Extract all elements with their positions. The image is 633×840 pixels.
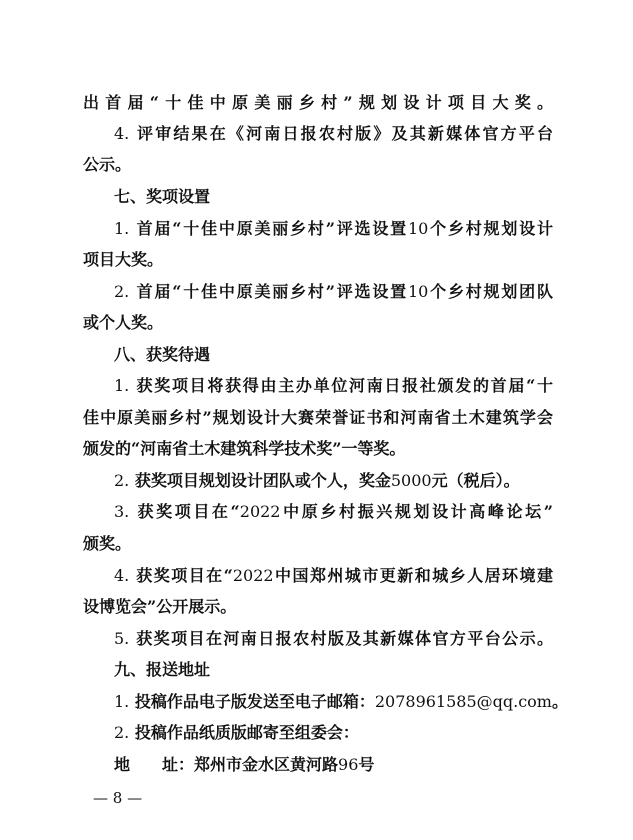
page-number: — 8 — — [93, 789, 143, 807]
section-heading: 九、报送地址 — [114, 660, 211, 679]
text-line: 颁发的“河南省土木建筑科学技术奖”一等奖。 — [83, 439, 406, 458]
text-line: 3. 获奖项目在“2022中原乡村振兴规划设计高峰论坛” — [114, 502, 553, 521]
text-line: 4. 获奖项目在“2022中国郑州城市更新和城乡人居环境建 — [114, 566, 553, 585]
text-line: 地 址：郑州市金水区黄河路96号 — [114, 755, 375, 774]
text-line: 2. 获奖项目规划设计团队或个人，奖金5000元（税后）。 — [114, 471, 520, 490]
text-line: 或个人奖。 — [83, 313, 164, 332]
section-heading: 七、奖项设置 — [114, 187, 211, 206]
text-line: 出首届“十佳中原美丽乡村”规划设计项目大奖。 — [83, 93, 553, 112]
text-line: 公示。 — [83, 155, 132, 174]
text-line: 项目大奖。 — [83, 250, 164, 269]
text-line: 设博览会”公开展示。 — [83, 597, 237, 616]
text-line: 1. 获奖项目将获得由主办单位河南日报社颁发的首届“十 — [114, 376, 553, 395]
text-line: 5. 获奖项目在河南日报农村版及其新媒体官方平台公示。 — [114, 629, 553, 648]
text-line: 佳中原美丽乡村”规划设计大赛荣誉证书和河南省土木建筑学会 — [83, 408, 553, 427]
text-line: 1. 投稿作品电子版发送至电子邮箱：2078961585@qq.com。 — [114, 692, 568, 711]
text-line: 2. 首届“十佳中原美丽乡村”评选设置10个乡村规划团队 — [114, 282, 553, 301]
text-line: 1. 首届“十佳中原美丽乡村”评选设置10个乡村规划设计 — [114, 219, 553, 238]
text-line: 2. 投稿作品纸质版邮寄至组委会： — [114, 723, 359, 742]
section-heading: 八、获奖待遇 — [114, 345, 211, 364]
text-line: 4. 评审结果在《河南日报农村版》及其新媒体官方平台 — [114, 124, 553, 143]
text-line: 颁奖。 — [83, 534, 132, 553]
